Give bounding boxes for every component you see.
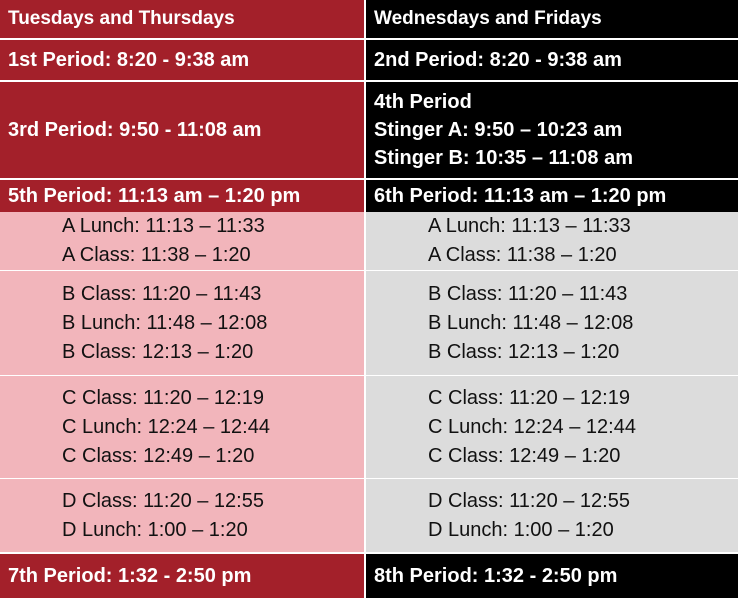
period-8-cell — [366, 554, 738, 598]
lunch-a-line-2: A Class: 11:38 – 1:20 — [62, 244, 251, 266]
header-right-label: Wednesdays and Fridays — [374, 8, 602, 29]
lunch-d-line-2: D Lunch: 1:00 – 1:20 — [62, 518, 248, 541]
row-divider — [0, 38, 738, 40]
lunch-c-line-3: C Class: 12:49 – 1:20 — [62, 444, 255, 467]
period-7-cell — [0, 554, 364, 598]
lunch-b-line-3: B Class: 12:13 – 1:20 — [62, 340, 254, 363]
lunch-c-line-2: C Lunch: 12:24 – 12:44 — [428, 415, 636, 438]
lunch-b-line-3: B Class: 12:13 – 1:20 — [428, 340, 620, 363]
lunch-d-line-1: D Class: 11:20 – 12:55 — [428, 489, 630, 512]
header-tuesdays-thursdays — [0, 0, 364, 38]
stinger-b-label: Stinger B: 10:35 – 11:08 am — [374, 147, 634, 169]
row-divider — [0, 478, 738, 479]
column-divider — [364, 0, 366, 598]
period-5-label: 5th Period: 11:13 am – 1:20 pm — [8, 185, 301, 207]
stinger-a-label: Stinger A: 9:50 – 10:23 am — [374, 119, 623, 141]
period-2-label: 2nd Period: 8:20 - 9:38 am — [374, 49, 622, 71]
period-1-label: 1st Period: 8:20 - 9:38 am — [8, 49, 250, 71]
period-3-label: 3rd Period: 9:50 - 11:08 am — [8, 119, 262, 141]
period-8-label: 8th Period: 1:32 - 2:50 pm — [374, 565, 618, 587]
period-7-label: 7th Period: 1:32 - 2:50 pm — [8, 565, 252, 587]
row-divider — [0, 552, 738, 554]
header-wednesdays-fridays — [366, 0, 738, 38]
lunch-c-right-cell — [366, 376, 738, 478]
lunch-a-line-1: A Lunch: 11:13 – 11:33 — [428, 215, 631, 237]
lunch-c-line-2: C Lunch: 12:24 – 12:44 — [62, 415, 270, 438]
lunch-d-line-2: D Lunch: 1:00 – 1:20 — [428, 518, 614, 541]
lunch-c-line-3: C Class: 12:49 – 1:20 — [428, 444, 621, 467]
lunch-b-line-2: B Lunch: 11:48 – 12:08 — [62, 311, 268, 334]
lunch-b-line-1: B Class: 11:20 – 11:43 — [62, 282, 262, 305]
lunch-a-right-cell — [366, 212, 738, 270]
lunch-b-line-2: B Lunch: 11:48 – 12:08 — [428, 311, 634, 334]
row-divider — [0, 178, 738, 180]
lunch-a-left-cell — [0, 212, 364, 270]
lunch-a-line-1: A Lunch: 11:13 – 11:33 — [62, 215, 265, 237]
lunch-b-left-cell — [0, 271, 364, 375]
period-1-cell — [0, 40, 364, 80]
lunch-b-right-cell — [366, 271, 738, 375]
period-2-cell — [366, 40, 738, 80]
lunch-d-left-cell — [0, 479, 364, 552]
lunch-a-line-2: A Class: 11:38 – 1:20 — [428, 244, 617, 266]
lunch-b-line-1: B Class: 11:20 – 11:43 — [428, 282, 628, 305]
row-divider — [0, 270, 738, 271]
row-divider — [366, 375, 738, 376]
lunch-c-line-1: C Class: 11:20 – 12:19 — [62, 386, 264, 409]
period-6-cell — [366, 180, 738, 212]
period-4-label: 4th Period — [374, 91, 472, 113]
period-5-cell — [0, 180, 364, 212]
lunch-c-left-cell — [0, 376, 364, 478]
period-4-cell — [366, 82, 738, 178]
row-divider — [0, 80, 738, 82]
lunch-d-right-cell — [366, 479, 738, 552]
lunch-c-line-1: C Class: 11:20 – 12:19 — [428, 386, 630, 409]
lunch-d-line-1: D Class: 11:20 – 12:55 — [62, 489, 264, 512]
period-6-label: 6th Period: 11:13 am – 1:20 pm — [374, 185, 667, 207]
header-left-label: Tuesdays and Thursdays — [8, 8, 235, 29]
period-3-cell — [0, 82, 364, 178]
